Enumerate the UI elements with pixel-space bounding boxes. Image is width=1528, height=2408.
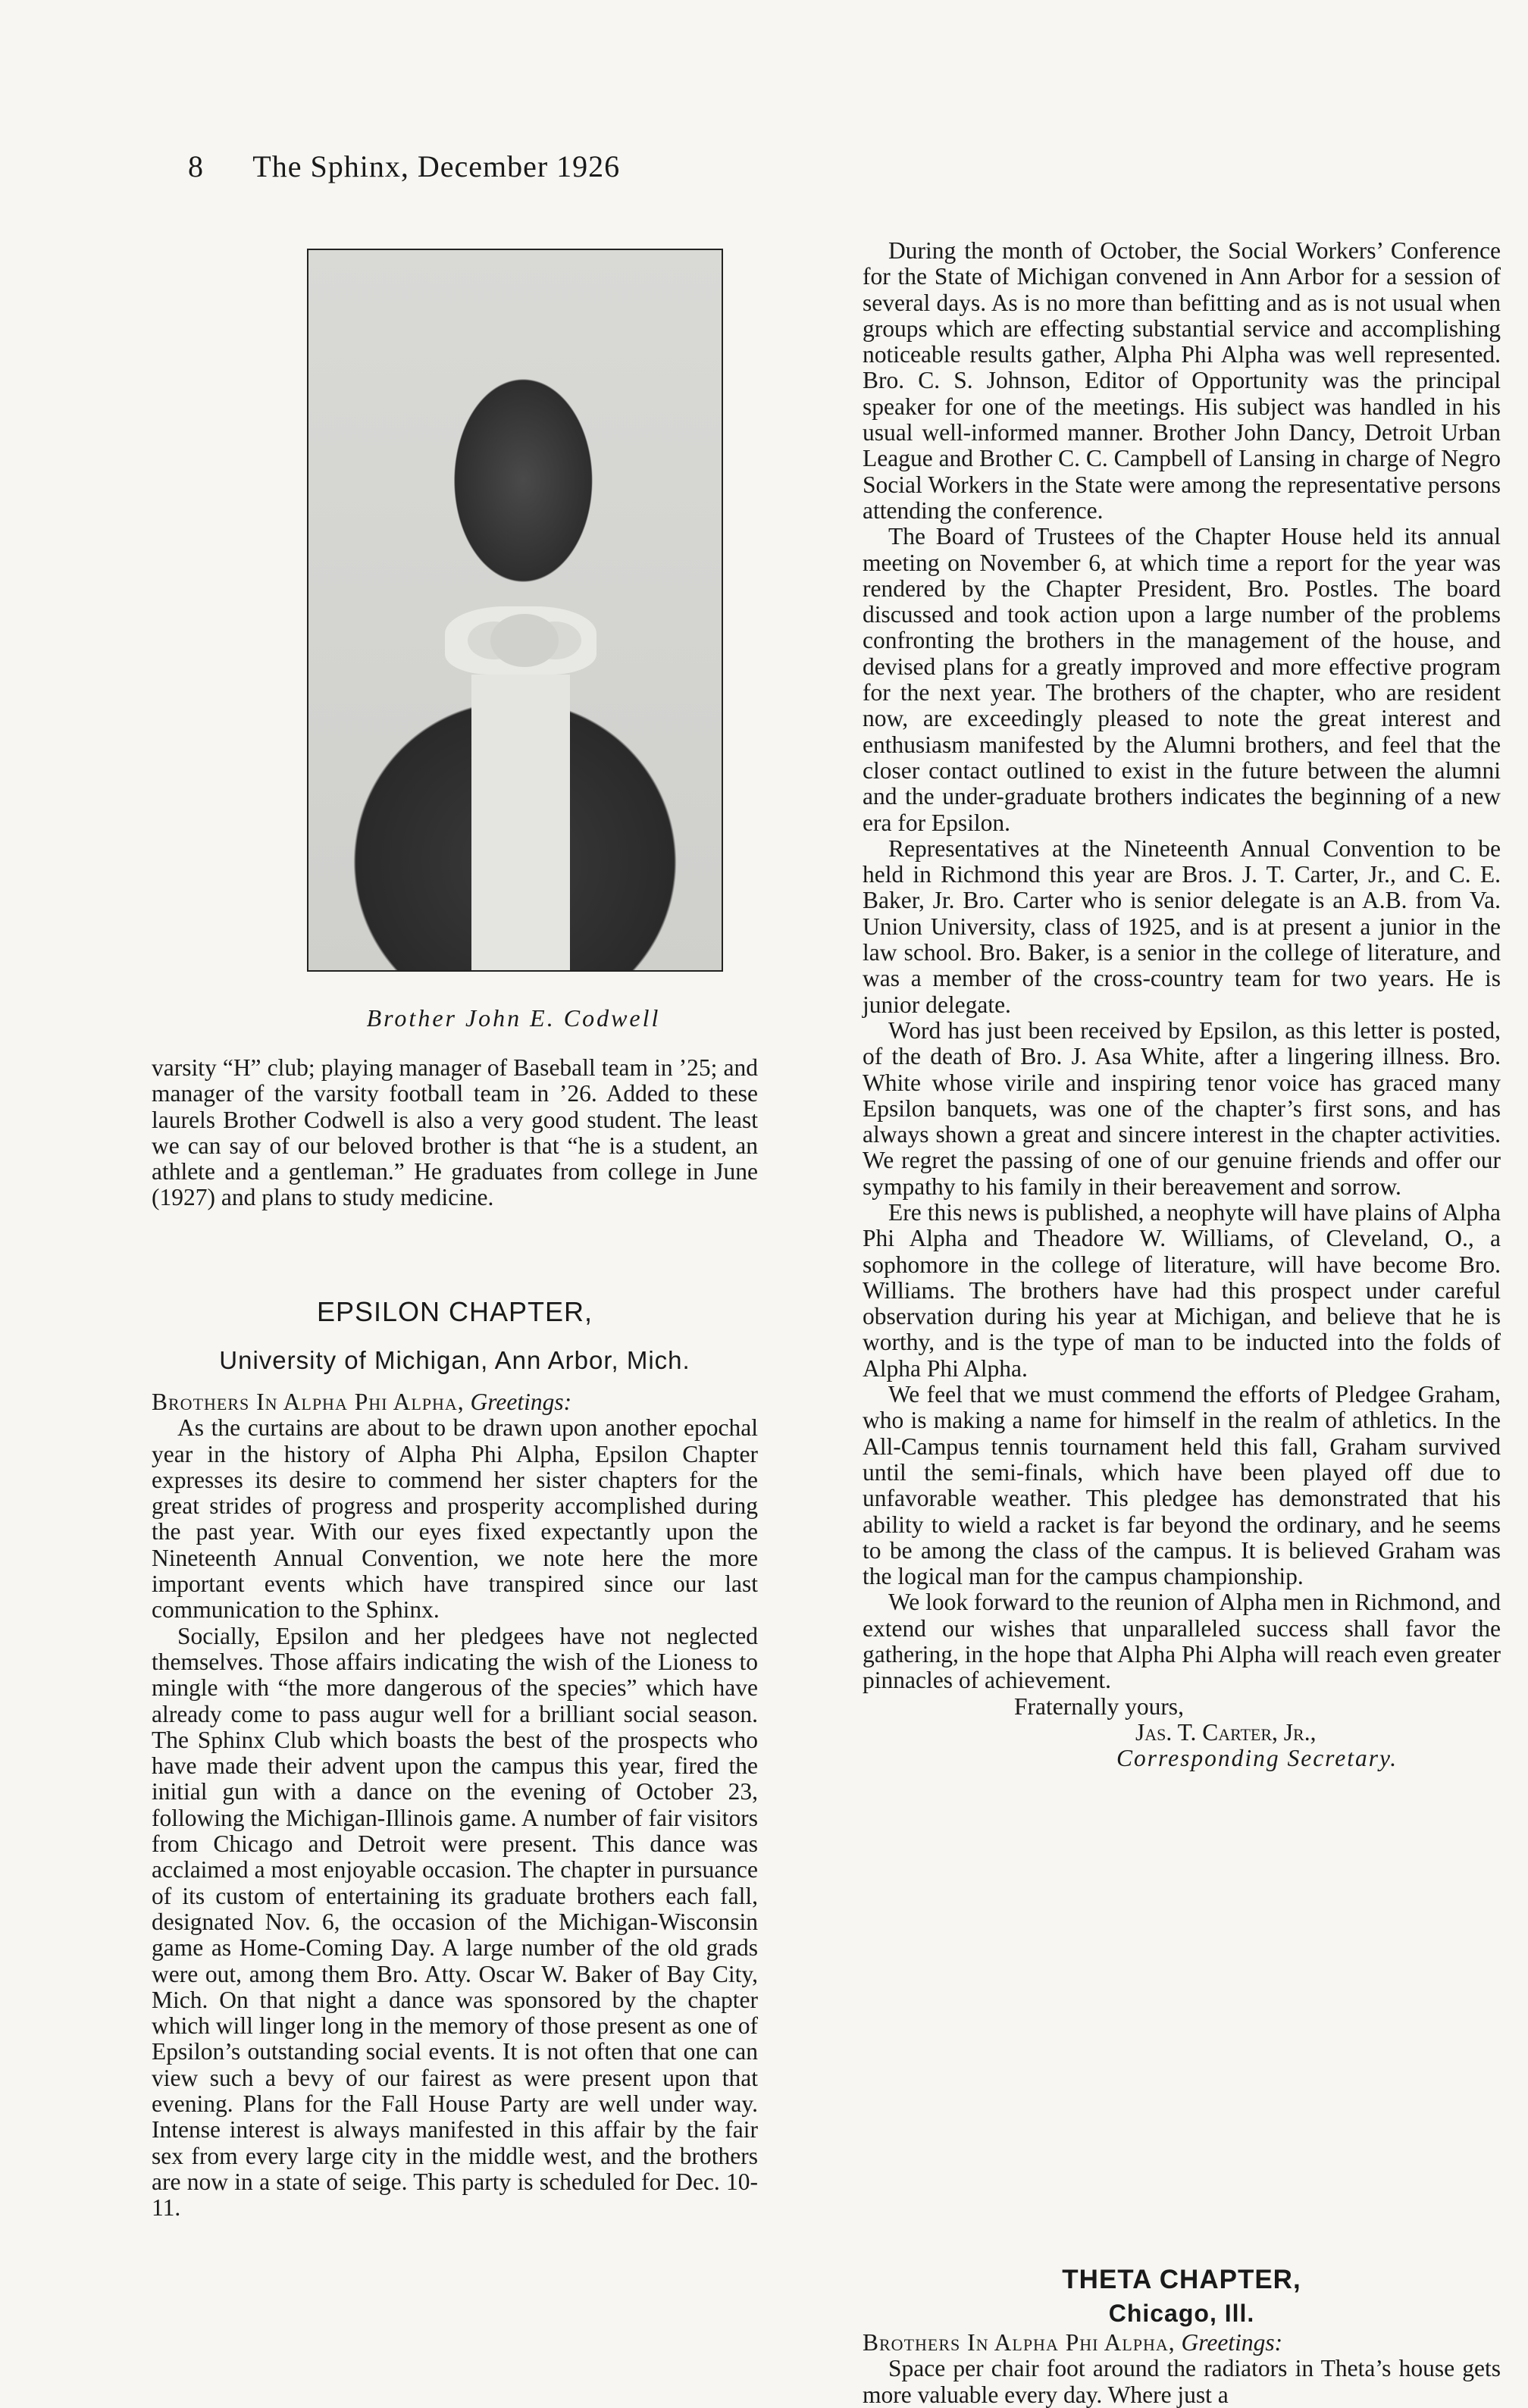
epsilon-chapter-title: EPSILON CHAPTER, bbox=[316, 1296, 593, 1327]
epsilon-paragraph-1: As the curtains are about to be drawn upon another epochal year in the history of Alpha Phi Alpha, Epsilon Chapter expresses its desire to commend her sister chapters for the great strides of progress and prosperity accomplished during the past year. With our eyes fixed expectantly upon the Nineteenth Annual Convention, we note here the more important events which have transpired since our last communication to the Sphinx. bbox=[152, 1414, 758, 1624]
intro-paragraph: varsity “H” club; playing manager of Baseball team in ’25; and manager of the varsity football team in ’26. Added to these laurels Brother Codwell is also a very good student. The least we can say of our beloved brother is that “he is a student, an athlete and a gentleman.” He graduates from college in June (1927) and plans to study medicine. bbox=[152, 1054, 758, 1211]
page-number: 8 bbox=[188, 149, 204, 183]
photo-shirt bbox=[471, 675, 570, 970]
signer-title: Corresponding Secretary. bbox=[1116, 1745, 1398, 1772]
salutation-greeting: Greetings: bbox=[470, 1389, 572, 1415]
theta-chapter-subtitle: Chicago, Ill. bbox=[1108, 2300, 1255, 2327]
running-head bbox=[188, 149, 620, 184]
theta-salutation bbox=[863, 2330, 1501, 2356]
photo-caption: Brother John E. Codwell bbox=[366, 1004, 661, 1032]
theta-salutation-greeting: Greetings: bbox=[1181, 2329, 1283, 2356]
salutation-caps: Brothers In Alpha Phi Alpha, bbox=[152, 1389, 465, 1415]
theta-chapter-title: THETA CHAPTER, bbox=[1062, 2265, 1301, 2294]
portrait-photo bbox=[307, 249, 723, 972]
right-paragraph-1: During the month of October, the Social Workers’ Conference for the State of Michigan convened in Ann Arbor for a session of several days. As is no more than befitting and as is not usual when groups which are effecting substantial service and accomplishing noticeable results gather, Alpha Phi Alpha was well represented. Bro. C. S. Johnson, Editor of Opportunity was the principal speaker for one of the meetings. His subject was handled in his usual well-informed manner. Brother John Dancy, Detroit Urban League and Brother C. C. Campbell of Lansing in charge of Negro Social Workers in the State were among the representative persons attending the conference. bbox=[863, 237, 1501, 524]
theta-salutation-caps: Brothers In Alpha Phi Alpha, bbox=[863, 2329, 1176, 2356]
right-paragraph-7: We look forward to the reunion of Alpha men in Richmond, and extend our wishes that unparalleled success shall favor the gathering, in the hope that Alpha Phi Alpha will reach even greater pinnacles of achievement. bbox=[863, 1589, 1501, 1694]
right-paragraph-5: Ere this news is published, a neophyte will have plains of Alpha Phi Alpha and Theadore W. Williams, of Cleveland, O., a sophomore in the college of literature, will have become Bro. Williams. The brothers have had this prospect under careful observation during his year at Michigan, and believe that he is worthy, and is the type of man to be inducted into the folds of Alpha Phi Alpha. bbox=[863, 1198, 1501, 1382]
epsilon-body bbox=[152, 1389, 758, 2222]
theta-paragraph-1: Space per chair foot around the radiators in Theta’s house gets more valuable every day. Where just a bbox=[863, 2355, 1501, 2408]
right-paragraph-2: The Board of Trustees of the Chapter House held its annual meeting on November 6, at which time a report for the year was rendered by the Chapter President, Bro. Postles. The board discussed and took action upon a large number of the problems confronting the brothers in the management of the house, and devised plans for a greatly improved and more effective program for the next year. The brothers of the chapter, who are resident now, are exceedingly pleased to note the great interest and enthusiasm manifested by the Alumni brothers, and feel that the closer contact outlined to exist in the future between the alumni and the under-graduate brothers indicates the beginning of a new era for Epsilon. bbox=[863, 523, 1501, 836]
photo-bow-tie bbox=[490, 614, 559, 667]
epsilon-salutation bbox=[152, 1389, 758, 1415]
right-paragraph-3: Representatives at the Nineteenth Annual Convention to be held in Richmond this year are Bros. J. T. Carter, Jr., and C. E. Baker, Jr. Bro. Carter who is senior delegate is an A.B. from Va. Union University, class of 1925, and is at present a junior in the law school. Bro. Baker, is a senior in the college of literature, and was a member of the cross-country team for two years. He is junior delegate. bbox=[863, 835, 1501, 1018]
closing-line: Fraternally yours, bbox=[1014, 1692, 1184, 1720]
epsilon-paragraph-2: Socially, Epsilon and her pledgees have not neglected themselves. Those affairs indicating the wish of the Lioness to mingle with “the more dangerous of the species” which have already come to pass augur well for a brilliant social season. The Sphinx Club which boasts the best of the prospects who have made their advent upon the campus this year, fired the initial gun with a dance on the evening of October 23, following the Michigan-Illinois game. A number of fair visitors from Chicago and Detroit were present. This dance was acclaimed a most enjoyable occasion. The chapter in pursuance of its custom of entertaining its graduate brothers each fall, designated Nov. 6, the occasion of the Michigan-Wisconsin game as Home-Coming Day. A large number of the old grads were out, among them Bro. Atty. Oscar W. Baker of Bay City, Mich. On that night a dance was sponsored by the chapter which will linger long in the memory of those present as one of Epsilon’s outstanding social events. It is not often that one can view such a bevy of our fairest as were present upon that evening. Plans for the Fall House Party are well under way. Intense interest is always manifested in this affair by the fair sex from every large city in the middle west, and the brothers are now in a state of seige. This party is scheduled for Dec. 10-11. bbox=[152, 1622, 758, 2222]
left-intro-text bbox=[152, 1055, 758, 1211]
right-paragraph-6: We feel that we must commend the efforts of Pledgee Graham, who is making a name for himself in the realm of athletics. In the All-Campus tennis tournament held this fall, Graham survived until the semi-finals, which have been played off due to unfavorable weather. This pledgee has demonstrated that his ability to wield a racket is far beyond the ordinary, and he seems to be among the class of the campus. It is believed Graham was the logical man for the campus championship. bbox=[863, 1381, 1501, 1590]
signer-name: Jas. T. Carter, Jr., bbox=[1135, 1718, 1317, 1746]
epsilon-chapter-subtitle: University of Michigan, Ann Arbor, Mich. bbox=[219, 1346, 690, 1374]
signoff-block bbox=[863, 1694, 1501, 1772]
right-paragraph-4: Word has just been received by Epsilon, as this letter is posted, of the death of Bro. J. Asa White, after a lingering illness. Bro. White whose virile and inspiring tenor voice has graced many Epsilon banquets, was one of the chapter’s first sons, and has always shown a great and sincere interest in the chapter activities. We regret the passing of one of our genuine friends and offer our sympathy to his family in their bereavement and sorrow. bbox=[863, 1016, 1501, 1200]
running-title: The Sphinx, December 1926 bbox=[252, 149, 621, 183]
theta-body bbox=[863, 2330, 1501, 2408]
right-column-text bbox=[863, 238, 1501, 1772]
